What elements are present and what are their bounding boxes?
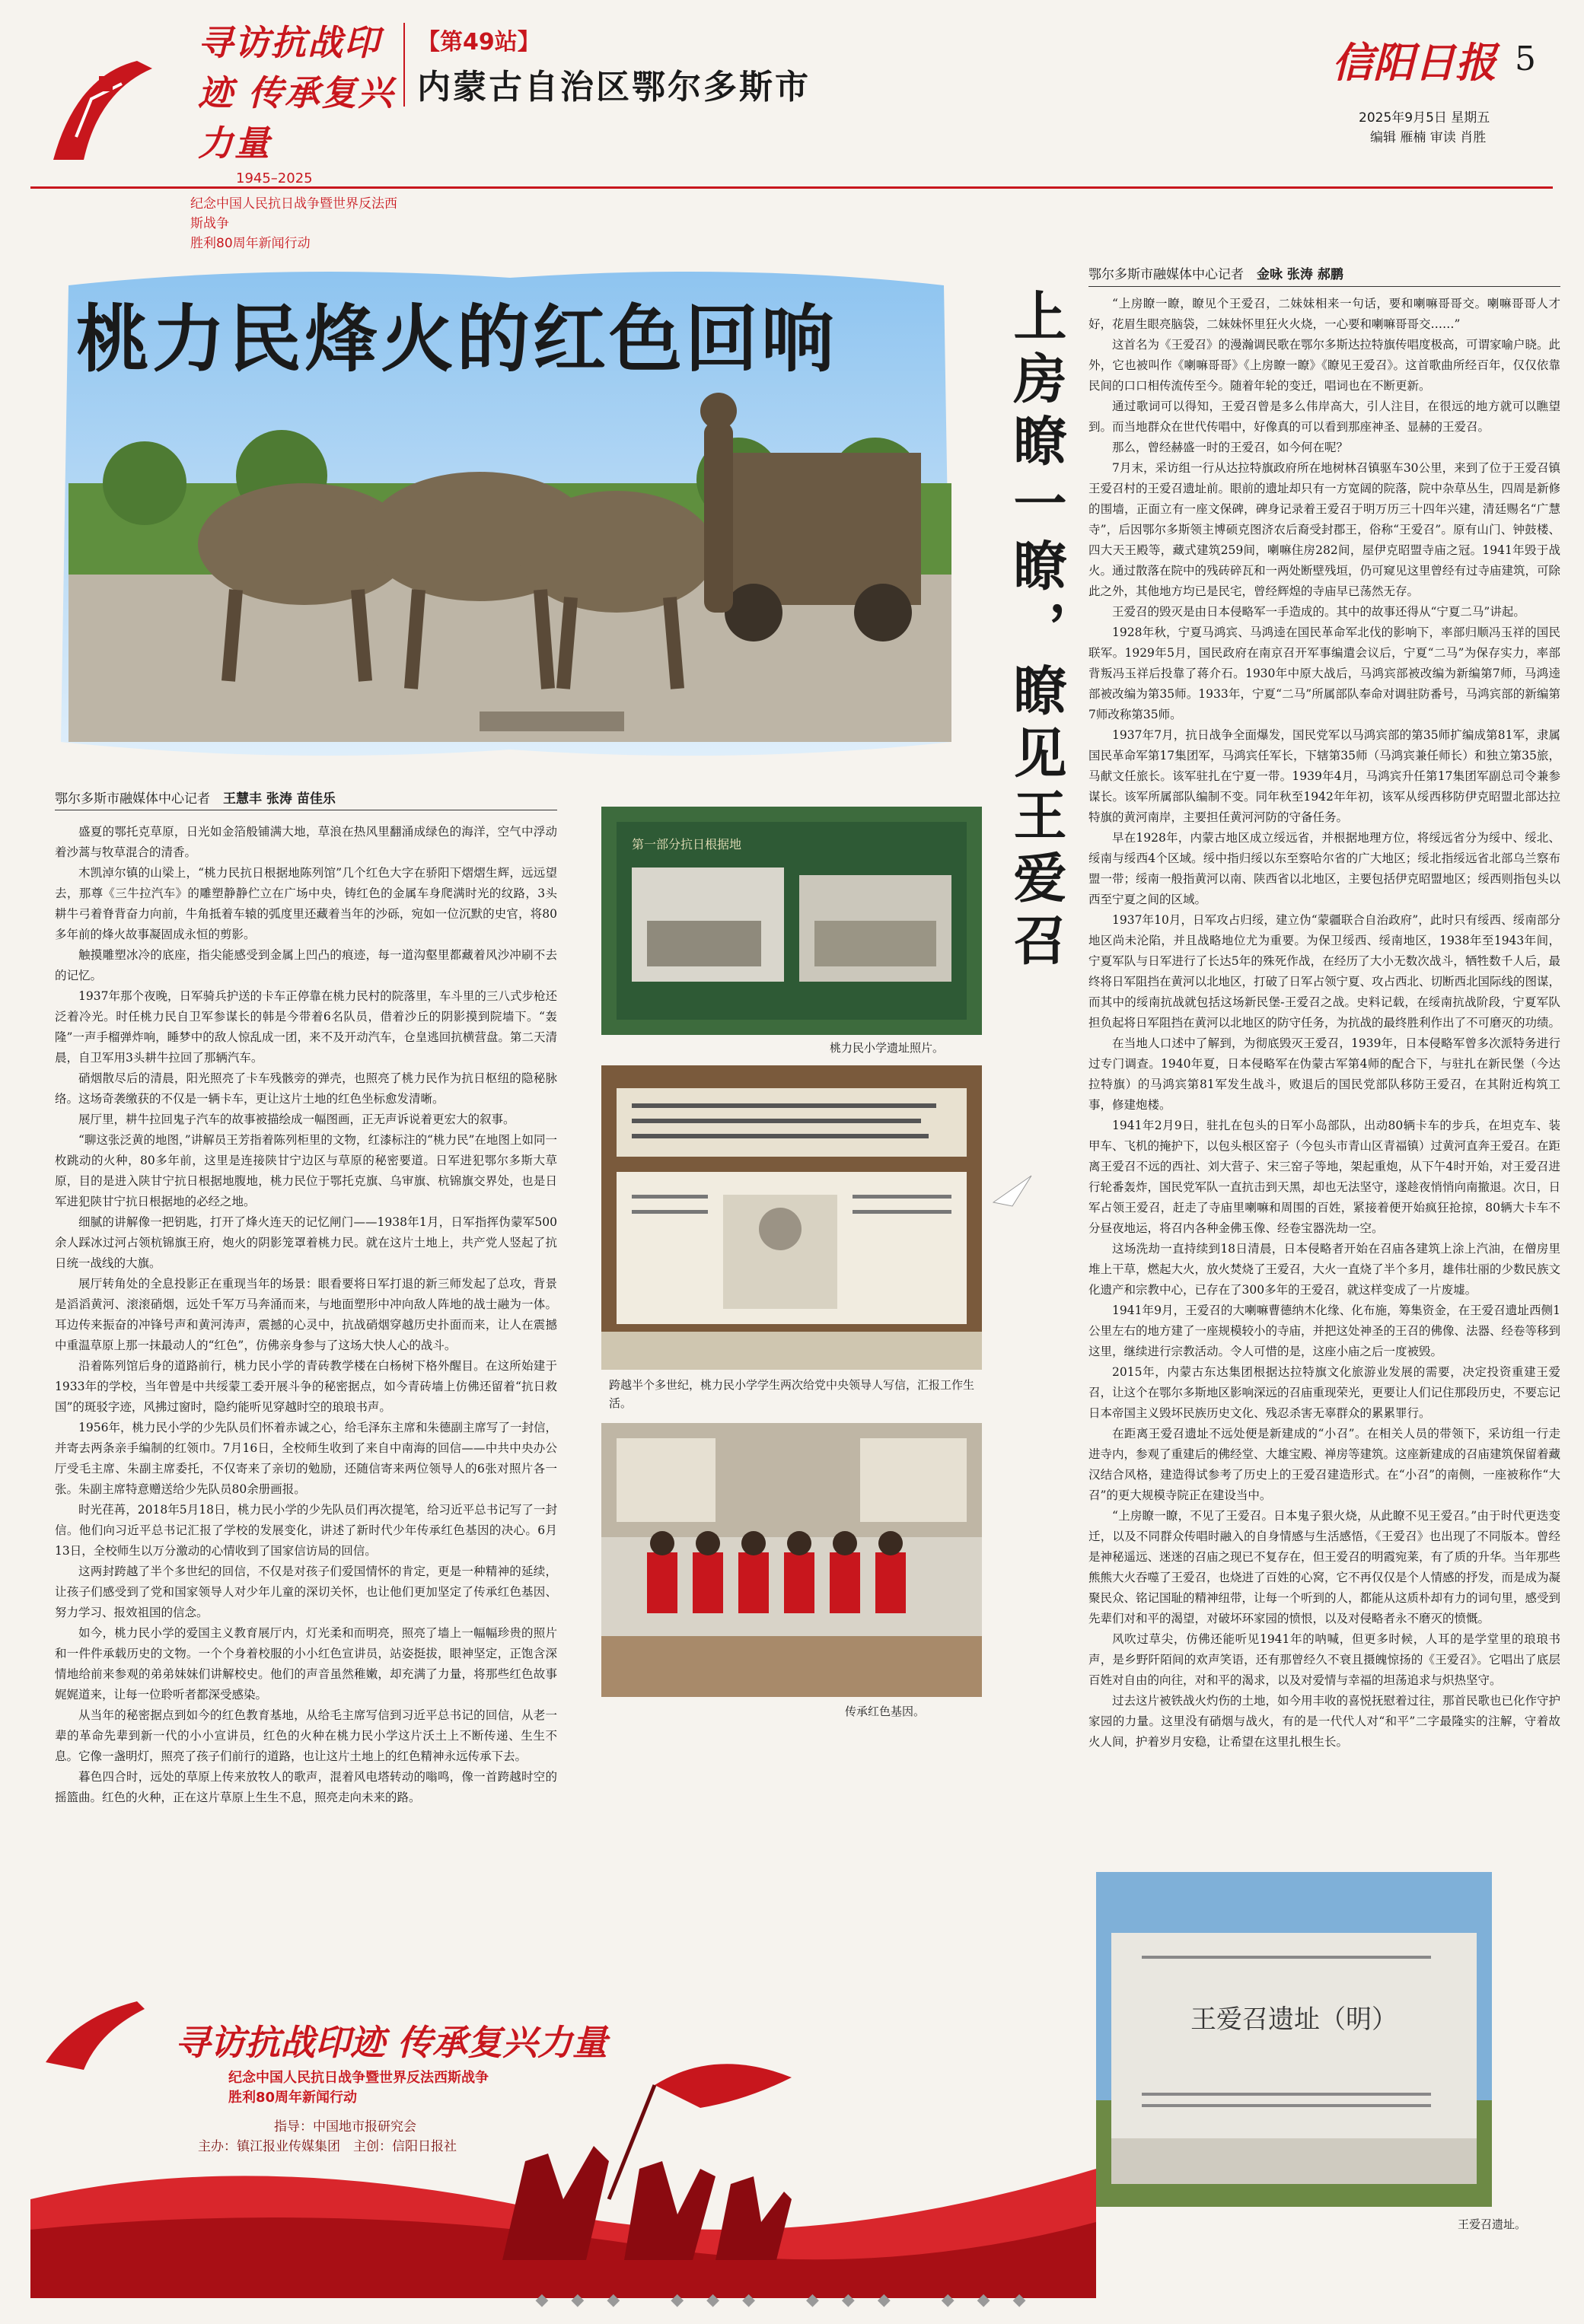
campaign-subtitle-line1: 纪念中国人民抗日战争暨世界反法西斯战争 <box>190 196 397 231</box>
students-caption: 传承红色基因。 <box>845 1705 926 1718</box>
article2-body <box>1088 294 1560 1753</box>
article1-paragraph: 硝烟散尽后的清晨，阳光照亮了卡车残骸旁的弹壳，也照亮了桃力民作为抗日枢纽的隐秘脉络。这场奇袭缴获的不仅是一辆卡车，更让这片土地的红色坐标愈发清晰。 <box>55 1071 557 1106</box>
article1-title: 桃力民烽火的红色回响 <box>76 297 837 382</box>
article2-paragraph: 早在1928年，内蒙古地区成立绥远省，并根据地理方位，将绥远省分为绥中、绥北、绥南与绥西4个区域。绥中指归绥以东至察哈尔省的广大地区；绥北指绥远省北部乌兰察布盟一带；绥南一般指黄河以南、陕西省以北地区，主要包括伊克昭盟地区；绥西则指包头以西至宁夏之间的区域。 <box>1088 831 1561 906</box>
article2-credit-names: 金咏 张涛 郝鹏 <box>1257 267 1343 282</box>
issue-date: 2025年9月5日 星期五 <box>1359 110 1490 126</box>
banner-subtitle-line2: 胜利80周年新闻行动 <box>228 2090 358 2106</box>
article2-paragraph: 7月末，采访组一行从达拉特旗政府所在地树林召镇驱车30公里，来到了位于王爱召镇王爱召村的王爱召遗址前。眼前的遗址却只有一方宽阔的院落，院中杂草丛生，四周是新修的围墙，正面立有一座文保碑，碑身记录着王爱召于明万历三十四年兴建，清廷赐名“广慧寺”，后因鄂尔多斯领主博硕克图济农后裔受封郡王，俗称“王爱召”。原有山门、钟鼓楼、四大天王殿等，藏式建筑259间，喇嘛住房282间，屋伊克昭盟寺庙之冠。1941年毁于战火。通过散落在院中的残砖碎瓦和一两处断壁残垣，仍可窥见这里曾经有过寺庙建筑，可除此之外，其他地方均已是民宅，曾经辉煌的寺庙早已荡然无存。 <box>1088 461 1561 598</box>
banner-subtitle <box>228 2068 489 2108</box>
article1-paragraph: 从当年的秘密据点到如今的红色教育基地，从给毛主席写信到习近平总书记的回信，从老一辈的革命先辈到新一代的小小宣讲员，红色的火种在桃力民小学这片沃土上不断传递、生生不息。它像一盏明灯，照亮了孩子们前行的道路，也让这片土地上的红色精神永远传承下去。 <box>55 1708 557 1763</box>
article1-body <box>55 822 557 1808</box>
article1-paragraph: 1956年，桃力民小学的少先队员们怀着赤诚之心，给毛泽东主席和朱德副主席写了一封信，并寄去两条亲手编制的红领巾。7月16日，全校师生收到了来自中南海的回信——中共中央办公厅受毛主席、朱副主席委托，不仅寄来了亲切的勉励，还随信寄来两位领导人的6张对照片各一张。朱副主席特意赠送给少先队员80余册画报。 <box>55 1421 557 1496</box>
article2-paragraph: 通过歌词可以得知，王爱召曾是多么伟岸高大，引人注目，在很远的地方就可以瞧望到。而当地群众在世代传唱中，好像真的可以看到那座神圣、显赫的王爱召。 <box>1088 400 1560 434</box>
article1-paragraph: 时光荏苒，2018年5月18日，桃力民小学的少先队员们再次提笔，给习近平总书记写了一封信。他们向习近平总书记汇报了学校的发展变化，讲述了新时代少年传承红色基因的决心。6月13日，全校师生以万分激动的心情收到了国家信访局的回信。 <box>55 1503 557 1558</box>
article2-paragraph: 这场洗劫一直持续到18日清晨，日本侵略者开始在召庙各建筑上涂上汽油，在僧房里堆上干草，燃起大火，放火焚烧了王爱召，大火一直烧了半个多月，雄伟壮丽的少数民族文化遗产和宗教中心，已存在了300多年的王爱召，就这样变成了一片废墟。 <box>1088 1242 1561 1297</box>
article2-paragraph: 2015年，内蒙古东达集团根据达拉特旗文化旅游业发展的需要，决定投资重建王爱召，让这个在鄂尔多斯地区影响深远的召庙重现荣光，更要让人们记住那段历史，不要忘记日本帝国主义毁坏民族历史文化、残忍杀害无辜群众的累累罪行。 <box>1088 1365 1561 1420</box>
station-place: 内蒙古自治区鄂尔多斯市 <box>417 68 811 107</box>
article2-paragraph: 1941年9月，王爱召的大喇嘛曹德纳木化缘、化布施，筹集资金，在王爱召遗址西侧1公里左右的地方建了一座规模较小的寺庙，并把这处神圣的王召的佛像、法器、经卷等移到这里，继续进行宗教活动。令人可惜的是，这座小庙之后一度被毁。 <box>1088 1304 1561 1358</box>
stele-photo <box>1096 1872 1492 2207</box>
school-site-caption: 桃力民小学遗址照片。 <box>830 1041 945 1055</box>
campaign-subtitle-line2: 胜利80周年新闻行动 <box>190 236 311 251</box>
article1-paragraph: 展厅转角处的全息投影正在重现当年的场景：眼看要将日军打退的新三师发起了总攻，背景是滔滔黄河、滚滚硝烟，远处千军万马奔涌而来，与地面塑形中冲向敌人阵地的战士融为一体。耳边传来振奋的冲锋号声和黄河涛声，震撼的心灵中，抗战硝烟穿越历史扑面而来，让人在震撼中重温草原上那一抹最动人的“红色”，仿佛亲身参与了这场大快人心的战斗。 <box>55 1277 557 1352</box>
students-photo <box>601 1423 982 1697</box>
stele-caption: 王爱召遗址。 <box>1458 2217 1527 2231</box>
article2-paragraph: 在当地人口述中了解到，为彻底毁灭王爱召，1939年，日本侵略军曾多次派特务进行过专门调查。1940年夏，日本侵略军在伪蒙古军第4师的配合下，与驻扎在新民堡（今达拉特旗）的马鸿宾第81军发生战斗，败退后的国民党部队移防王爱召，在其附近构筑工事，修建炮楼。 <box>1088 1036 1560 1112</box>
paper-plane-icon <box>990 1172 1035 1210</box>
article1-credit-prefix: 鄂尔多斯市融媒体中心记者 <box>55 791 210 807</box>
page-number: 5 <box>1515 40 1536 78</box>
footer-decoration: ◆◆◆ ◆◆◆ ◆◆◆ ◆◆◆ <box>535 2291 1049 2310</box>
article1-paragraph: 展厅里，耕牛拉回鬼子汽车的故事被描绘成一幅图画，正无声诉说着更宏大的叙事。 <box>78 1113 515 1126</box>
letters-display-photo <box>601 1065 982 1370</box>
article2-paragraph: 过去这片被铁战火灼伤的土地，如今用丰收的喜悦抚慰着过往，那首民歌也已化作守护家园的力量。这里没有硝烟与战火，有的是一代代人对“和平”二字最隆实的注解，守着故火人间，护着岁月安稳，让希望在这里扎根生长。 <box>1088 1694 1561 1749</box>
article1-credit-names: 王慧丰 张涛 苗佳乐 <box>223 791 336 807</box>
editor-credits: 编辑 雁楠 审读 肖胜 <box>1370 130 1487 145</box>
banner-guide: 指导：中国地市报研究会 <box>274 2119 416 2135</box>
article2-paragraph: 王爱召的毁灭是由日本侵略军一手造成的。其中的故事还得从“宁夏二马”讲起。 <box>1112 605 1525 619</box>
article2-title: 上房瞭一瞭，瞭见王爱召 <box>1005 288 1067 975</box>
banner-subtitle-line1: 纪念中国人民抗日战争暨世界反法西斯战争 <box>228 2070 489 2086</box>
article2-paragraph: “上房瞭一瞭，不见了王爱召。日本鬼子狠火烧，从此瞭不见王爱召。”由于时代更迭变迁，以及不同群众传唱时融入的自身情感与生活感悟，《王爱召》也出现了不同版本。曾经是神秘遥远、迷迷的召庙之现已不复存在，但王爱召的明霞宛莱，有了质的升华。当年那些熊熊大火吞噬了王爱召，也烧进了百姓的心窝，它不再仅仅是个人情感的抒发，而是成为凝聚民众、铭记国耻的精神纽带，让每一个听到的人，都能从这质朴却有力的词句里，感受到先辈们对和平的渴望，对破坏环家园的愤恨，以及对侵略者永不磨灭的愤慨。 <box>1088 1509 1561 1625</box>
campaign-years: 1945–2025 <box>236 170 313 186</box>
article1-credit <box>55 788 336 807</box>
article1-paragraph: 沿着陈列馆后身的道路前行，桃力民小学的青砖教学楼在白杨树下格外醒目。在这所始建于1933年的学校，当年曾是中共绥蒙工委开展斗争的秘密据点，如今青砖墙上仿佛还留着“抗日救国”的斑驳字迹，风拂过窗时，隐约能听见穿越时空的琅琅书声。 <box>55 1359 557 1414</box>
article1-paragraph: 暮色四合时，远处的草原上传来放牧人的歌声，混着风电塔转动的嗡鸣，像一首跨越时空的摇篮曲。红色的火种，正在这片草原上生生不息，照亮走向未来的路。 <box>55 1770 557 1804</box>
header-divider <box>403 23 405 107</box>
campaign-subtitle <box>190 194 403 253</box>
article2-paragraph: 1937年7月，抗日战争全面爆发，国民党军以马鸿宾部的第35师扩编成第81军，隶属国民革命军第17集团军，马鸿宾任军长，下辖第35师（马鸿宾兼任师长）和独立第35旅，马献文任旅长。该军驻扎在宁夏一带。1939年4月，马鸿宾升任第17集团军副总司令兼参谋长。该军所属部队编制不变。同年秋至1942年年初，该军从绥西移防伊克昭盟北部达拉特旗的黄河南岸，主要担任黄河河防的守备任务。 <box>1088 728 1560 824</box>
article2-paragraph: 1937年10月，日军攻占归绥，建立伪“蒙疆联合自治政府”，此时只有绥西、绥南部分地区尚未沦陷，并且战略地位尤为重要。为保卫绥西、绥南地区，1938年至1943年间，宁夏军队与日军进行了长达5年的殊死作战，在经历了大小无数次战斗，牺牲数千人后，最终将日军阻挡在黄河以北地区，打破了日军占领宁夏、攻占西北、切断西北国际线的图谋，而其中的绥南抗战就包括这场新民堡-王爱召之战。史料记载，在绥南抗战阶段，宁夏军队担负起将日军阻挡在黄河以北地区的防守任务，为抗战的最终胜利作出了不可磨灭的功绩。 <box>1088 913 1561 1030</box>
article1-paragraph: “聊这张泛黄的地图，”讲解员王芳指着陈列柜里的文物，红漆标注的“桃力民”在地图上如同一枚跳动的火种，80多年前，这里是连接陕甘宁边区与草原的秘密要道。日军进犯鄂尔多斯大草原，目的是进入陕甘宁抗日根据地腹地，桃力民位于鄂托克旗、乌审旗、杭锦旗交界处，也是日军进犯陕甘宁抗日根据地的必经之地。 <box>55 1133 557 1208</box>
article2-paragraph: 在距离王爱召遗址不远处便是新建成的“小召”。在相关人员的带领下，采访组一行走进寺内，参观了重建后的佛经堂、大雄宝殿、禅房等建筑。这座新建成的召庙建筑保留着藏汉结合风格，建造得试参考了历史上的王爱召建造形式。在“小召”的南侧，一座被称作“大召”的更大规模寺院正在建设当中。 <box>1088 1427 1561 1502</box>
article1-paragraph: 如今，桃力民小学的爱国主义教育展厅内，灯光柔和而明亮，照亮了墙上一幅幅珍贵的照片和一件件承载历史的文物。一个个身着校服的小小红色宣讲员，站姿挺拔，眼神坚定，正饱含深情地给前来参观的弟弟妹妹们讲解校史。他们的声音虽然稚嫩，却充满了力量，将那些红色故事娓娓道来，让每一位聆听者都深受感染。 <box>55 1626 557 1702</box>
banner-host: 主办：镇江报业传媒集团 主创：信阳日报社 <box>198 2139 457 2154</box>
article2-paragraph: 这首名为《王爱召》的漫瀚调民歌在鄂尔多斯达拉特旗传唱度极高，可谓家喻户晓。此外，它也被叫作《喇嘛哥哥》《上房瞭一瞭》《瞭见王爱召》。这首歌曲所经百年，仅仅依靠民间的口口相传流传至今。随着年轮的变迁，唱词也在不断更新。 <box>1088 338 1561 393</box>
article2-paragraph: 风吹过草尖，仿佛还能听见1941年的呐喊，但更多时候，人耳的是学堂里的琅琅书声，是乡野阡陌间的欢声笑语，还有那曾经久不衰且摄魄惊扬的《王爱召》。它唱出了底层百姓对自由的向往，对和平的渴求，以及对爱情与幸福的坦荡追求与炽热坚守。 <box>1088 1632 1560 1687</box>
header-rule <box>30 186 1553 189</box>
article1-paragraph: 这两封跨越了半个多世纪的回信，不仅是对孩子们爱国情怀的肯定，更是一种精神的延续，让孩子们感受到了党和国家领导人对少年儿童的深切关怀，也让他们更加坚定了传承红色基因、努力学习、报效祖国的信念。 <box>55 1565 557 1619</box>
station-label: 【第49站】 <box>417 29 540 56</box>
stele-inscription: 王爱召遗址（明） <box>1190 2004 1398 2035</box>
article1-paragraph: 盛夏的鄂托克草原，日光如金箔般铺满大地，草浪在热风里翻涌成绿色的海洋，空气中浮动着沙蒿与牧草混合的清香。 <box>55 825 557 859</box>
article1-paragraph: 触摸雕塑冰冷的底座，指尖能感受到金属上凹凸的痕迹，每一道沟壑里都藏着风沙冲刷不去的记忆。 <box>55 948 557 982</box>
article2-rule <box>1088 286 1560 287</box>
exhibit-heading: 第一部分抗日根据地 <box>632 837 742 852</box>
article1-paragraph: 细腻的讲解像一把钥匙，打开了烽火连天的记忆闸门——1938年1月，日军指挥伪蒙军500余人踩冰过河占领杭锦旗王府，炮火的阴影笼罩着桃力民。就在这片土地上，共产党人竖起了抗日统一战线的大旗。 <box>55 1215 557 1270</box>
newspaper-masthead: 信阳日报 <box>1332 38 1496 87</box>
banner-logo-text: 寻访抗战印迹 传承复兴力量 <box>175 2022 608 2063</box>
article2-paragraph: 那么，曾经赫盛一时的王爱召，如今何在呢？ <box>1112 441 1349 454</box>
article2-paragraph: “上房瞭一瞭，瞭见个王爱召，二妹妹相来一句话，要和喇嘛哥哥交。喇嘛哥哥人才好，花眉生眼亮脑袋，二妹妹怀里狂火火烧，一心要和喇嘛哥哥交……” <box>1088 297 1560 331</box>
article2-paragraph: 1928年秋，宁夏马鸿宾、马鸿逵在国民革命军北伐的影响下，率部归顺冯玉祥的国民联军。1929年5月，国民政府在南京召开军事编遣会议后，宁夏“二马”为保存实力，率部背叛冯玉祥后投靠了蒋介石。1930年中原大战后，马鸿宾部被改编为新编第7师，马鸿逵部被改编为第35师。1933年，宁夏“二马”所属部队奉命对调驻防番号，马鸿宾部的新编第7师改称第35师。 <box>1088 626 1560 721</box>
article1-paragraph: 木凯淖尔镇的山梁上，“桃力民抗日根据地陈列馆”几个红色大字在骄阳下熠熠生辉，远远望去，那尊《三牛拉汽车》的雕塑静静伫立在广场中央，铸红色的金属车身爬满时光的纹路，3头耕牛弓着脊背奋力向前，牛角抵着车辕的弧度里还藏着当年的沙砾，宛如一位沉默的史官，将80多年前的烽火故事凝固成永恒的剪影。 <box>55 866 557 941</box>
letters-caption: 跨越半个多世纪，桃力民小学学生两次给党中央领导人写信，汇报工作生活。 <box>609 1378 975 1410</box>
great-wall-icon <box>46 46 175 167</box>
article2-credit-prefix: 鄂尔多斯市融媒体中心记者 <box>1088 267 1244 282</box>
campaign-logo-text: 寻访抗战印迹 传承复兴力量 <box>198 22 395 164</box>
article1-paragraph: 1937年那个夜晚，日军骑兵护送的卡车正停靠在桃力民村的院落里，车斗里的三八式步枪还泛着冷光。时任桃力民自卫军参谋长的韩是今带着6名队员，借着沙丘的阴影摸到院墙下。“轰隆”一声手榴弹炸响，睡梦中的敌人惊乱成一团，来不及开动汽车，仓皇逃回抗横营盘。第二天清晨，自卫军用3头耕牛拉回了那辆汽车。 <box>55 989 557 1065</box>
article2-credit <box>1088 263 1343 282</box>
article2-paragraph: 1941年2月9日，驻扎在包头的日军小岛部队，出动80辆卡车的步兵，在坦克车、装甲车、飞机的掩护下，以包头根区窑子（今包头市青山区青福镇）过黄河直奔王爱召。在距离王爱召不远的西社、刘大营子、宋三窑子等地，架起重炮，从下午4时开始，对王爱召进行轮番轰炸，国民党军队一直抗击到天黑，却也无法坚守，遂趁夜悄悄向南撤退。次日，日军占领王爱召，赶走了寺庙里喇嘛和周围的百姓，紧接着便开始疯狂抢掠，80辆大卡车不分昼夜地运，将召内各种金佛玉像、经卷宝器洗劫一空。 <box>1088 1119 1561 1235</box>
school-site-photo <box>601 807 982 1035</box>
